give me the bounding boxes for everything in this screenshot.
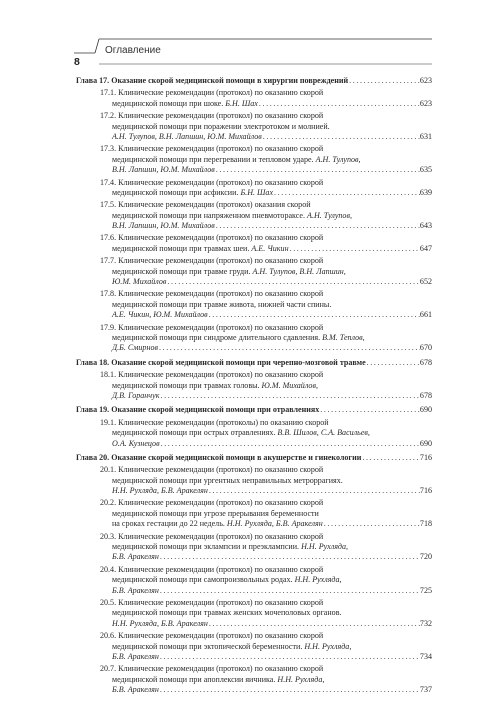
toc-line-text xyxy=(112,439,160,449)
toc-line xyxy=(76,519,432,529)
toc-author: А.Е. Чикин, Ю.М. Михайлов xyxy=(112,310,208,320)
toc-author: Б.В. Аракелян xyxy=(112,585,159,595)
toc-title-text: медицинской помощи при эктопической беременности. xyxy=(112,641,305,651)
toc-author: А.Н. Тулупов, В.Н. Лапшин, Ю.М. Михайлов xyxy=(112,131,262,141)
toc-chapter[interactable] xyxy=(76,76,432,86)
toc-line xyxy=(76,211,432,221)
toc-line xyxy=(76,289,432,299)
toc-line xyxy=(76,165,432,175)
leader-dots xyxy=(160,439,420,449)
toc-line xyxy=(76,586,432,596)
toc-section[interactable] xyxy=(76,144,432,175)
toc-line-text xyxy=(100,88,323,98)
toc-page-number[interactable]: 670 xyxy=(419,343,432,353)
toc-line-text xyxy=(100,256,323,266)
toc-line-text xyxy=(112,428,370,438)
toc-author: Н.Н. Рухляда, Б.В. Аракелян xyxy=(112,618,208,628)
toc-section[interactable] xyxy=(76,498,432,529)
toc-line xyxy=(76,358,432,368)
toc-line xyxy=(76,439,432,449)
toc-line xyxy=(76,233,432,243)
toc-title-text: медицинской помощи при травмах шеи. xyxy=(112,243,252,253)
toc-line-text xyxy=(112,552,159,562)
toc-line-text xyxy=(112,476,343,486)
toc-line xyxy=(76,333,432,343)
toc-line xyxy=(76,642,432,652)
toc-line xyxy=(76,200,432,210)
toc-line-text xyxy=(112,608,342,618)
toc-title-text: 17.4. Клинические рекомендации (протокол) по оказанию скорой xyxy=(100,177,324,187)
toc-page-number[interactable]: 734 xyxy=(419,651,432,661)
toc-line xyxy=(76,381,432,391)
toc-author: А.Н. Тулупов, xyxy=(307,210,352,220)
toc-line xyxy=(76,267,432,277)
toc-line xyxy=(76,652,432,662)
toc-line-text xyxy=(100,664,323,674)
toc-line-text xyxy=(76,453,361,463)
leader-dots xyxy=(289,244,420,254)
header-rule xyxy=(0,0,500,80)
toc-line xyxy=(76,509,432,519)
leader-dots xyxy=(208,619,420,629)
toc-title-text: медицинской помощи при синдроме длительного сдавления. xyxy=(112,332,323,342)
toc-line-text xyxy=(112,575,342,585)
toc-line xyxy=(76,178,432,188)
toc-author: В.В. Шилов, С.А. Васильев, xyxy=(277,428,370,438)
toc-title-text: 17.9. Клинические рекомендации (протокол) по оказанию скорой xyxy=(100,322,324,332)
toc-line-text xyxy=(112,675,324,685)
toc-section[interactable] xyxy=(76,565,432,596)
toc-author: Д.Б. Смирнов xyxy=(112,343,158,353)
toc-page-number[interactable]: 732 xyxy=(419,618,432,628)
leader-dots xyxy=(159,685,420,695)
toc-page-number[interactable]: 678 xyxy=(419,357,432,367)
toc-section[interactable] xyxy=(76,465,432,496)
toc-line xyxy=(76,88,432,98)
toc-line-text xyxy=(112,267,346,277)
toc-author: Ю.М. Михайлов xyxy=(112,277,167,287)
toc-line xyxy=(76,608,432,618)
toc-line-text xyxy=(112,132,262,142)
toc-title-text: медицинской помощи при травме груди. xyxy=(112,266,253,276)
toc-title-text: 17.8. Клинические рекомендации (протокол) по оказанию скорой xyxy=(100,289,324,299)
toc-line-text xyxy=(100,418,329,428)
toc-line-text xyxy=(100,289,323,299)
toc-section[interactable] xyxy=(76,532,432,563)
toc-title-text: медицинской помощи при острых отравлениях. xyxy=(112,428,278,438)
toc-title-text: Глава 20. Оказание скорой медицинской помощи в акушерстве и гинекологии xyxy=(76,452,362,462)
toc-author: Н.Н. Рухляда, xyxy=(277,674,325,684)
leader-dots xyxy=(262,132,420,142)
toc-line-text xyxy=(100,532,323,542)
toc-section[interactable] xyxy=(76,200,432,231)
toc-line-text xyxy=(112,211,352,221)
toc-author: А.Н. Тулупов, В.Н. Лапшин, xyxy=(252,266,346,276)
toc-title-text: медицинской помощи при самопроизвольных родах. xyxy=(112,575,295,585)
toc-title-text: 17.3. Клинические рекомендации (протокол) по оказанию скорой xyxy=(100,144,324,154)
toc-chapter[interactable] xyxy=(76,453,432,463)
toc-page-number[interactable]: 639 xyxy=(419,187,432,197)
leader-dots xyxy=(208,310,420,320)
toc-line-text xyxy=(100,370,323,380)
toc-title-text: 19.1. Клинические рекомендации (протоколы) по оказанию скорой xyxy=(100,417,329,427)
toc-title-text: 20.2. Клинические рекомендации (протокол) по оказанию скорой xyxy=(100,498,324,508)
toc-line xyxy=(76,221,432,231)
toc-line xyxy=(76,476,432,486)
toc-page-number[interactable]: 716 xyxy=(419,486,432,496)
toc-page-number[interactable]: 631 xyxy=(419,131,432,141)
toc-section[interactable] xyxy=(76,598,432,629)
toc-title-text: 20.4. Клинические рекомендации (протокол) по оказанию скорой xyxy=(100,564,324,574)
toc-title-text: медицинской помощи при ургентных неправильных метроррагиях. xyxy=(112,475,343,485)
toc-section[interactable] xyxy=(76,664,432,695)
toc-line-text xyxy=(112,381,318,391)
toc-line xyxy=(76,532,432,542)
toc-line-text xyxy=(112,685,159,695)
toc-line-text xyxy=(100,144,323,154)
toc-title-text: медицинской помощи при перегревании и тепловом ударе. xyxy=(112,154,316,164)
toc-line xyxy=(76,277,432,287)
toc-page-number[interactable]: 690 xyxy=(419,405,432,415)
toc-title-text: 20.5. Клинические рекомендации (протокол) по оказанию скорой xyxy=(100,597,324,607)
toc-title-text: на сроках гестации до 22 недель. xyxy=(112,519,227,529)
toc-line-text xyxy=(112,652,159,662)
toc-line xyxy=(76,144,432,154)
toc-line xyxy=(76,155,432,165)
toc-author: В.М. Теплов, xyxy=(322,332,365,342)
toc-title-text: медицинской помощи при напряженном пневмотораксе. xyxy=(112,210,308,220)
toc-line-text xyxy=(76,76,348,86)
toc-author: А.Е. Чикин xyxy=(251,243,289,253)
toc-title-text: 20.3. Клинические рекомендации (протокол) по оказанию скорой xyxy=(100,531,324,541)
toc-page-number[interactable]: 647 xyxy=(419,243,432,253)
toc-section[interactable] xyxy=(76,323,432,354)
toc-line xyxy=(76,631,432,641)
leader-dots xyxy=(159,552,420,562)
toc-section[interactable] xyxy=(76,631,432,662)
toc-author: Н.Н. Рухляда, Б.В. Аракелян xyxy=(226,519,323,529)
toc-author: В.Н. Лапшин, Ю.М. Михайлов xyxy=(112,165,215,175)
toc-line xyxy=(76,256,432,266)
toc-line-text xyxy=(112,310,208,320)
toc-page-number[interactable]: 725 xyxy=(419,585,432,595)
toc-page-number[interactable]: 652 xyxy=(419,277,432,287)
toc-title-text: медицинской помощи при травмах головы. xyxy=(112,380,262,390)
table-of-contents xyxy=(76,76,432,695)
toc-line xyxy=(76,575,432,585)
toc-line xyxy=(76,428,432,438)
toc-line-text xyxy=(112,619,208,629)
toc-title-text: Глава 17. Оказание скорой медицинской помощи в хирургии повреждений xyxy=(76,76,349,85)
toc-author: Н.Н. Рухляда, xyxy=(304,641,352,651)
leader-dots xyxy=(159,586,420,596)
toc-author: Ю.М. Михайлов, xyxy=(261,380,318,390)
toc-line-text xyxy=(112,586,159,596)
leader-dots xyxy=(273,188,420,198)
toc-line-text xyxy=(112,343,158,353)
toc-line-text xyxy=(112,642,351,652)
toc-title-text: 17.2. Клинические рекомендации (протокол) по оказанию скорой xyxy=(100,111,324,121)
leader-dots xyxy=(208,486,420,496)
toc-line xyxy=(76,685,432,695)
toc-line xyxy=(76,300,432,310)
toc-title-text: медицинской помощи при травме живота, нижней части спины. xyxy=(112,299,332,309)
toc-title-text: 20.6. Клинические рекомендации (протокол) по оказанию скорой xyxy=(100,631,324,641)
toc-line xyxy=(76,132,432,142)
running-header: Оглавление xyxy=(105,45,161,56)
toc-line xyxy=(76,486,432,496)
toc-title-text: 17.7. Клинические рекомендации (протокол) по оказанию скорой xyxy=(100,256,324,266)
toc-page-number[interactable]: 643 xyxy=(419,221,432,231)
toc-line-text xyxy=(112,221,215,231)
toc-line-text xyxy=(100,323,323,333)
leader-dots xyxy=(158,343,420,353)
toc-page-number[interactable]: 623 xyxy=(419,98,432,108)
toc-author: А.Н. Тулупов, xyxy=(315,154,361,164)
toc-line-text xyxy=(112,155,361,165)
toc-author: Н.Н. Рухляда, xyxy=(301,542,349,552)
toc-line-text xyxy=(76,405,319,415)
toc-line xyxy=(76,453,432,463)
toc-line xyxy=(76,418,432,428)
toc-line-text xyxy=(100,200,311,210)
toc-line-text xyxy=(100,598,323,608)
page-number: 8 xyxy=(74,56,80,68)
toc-author: Н.Н. Рухляда, xyxy=(294,575,342,585)
toc-author: Б.Н. Шах xyxy=(240,187,274,197)
toc-author: Д.В. Горанчук xyxy=(112,390,160,400)
toc-line-text xyxy=(100,465,323,475)
toc-line-text xyxy=(112,486,208,496)
toc-line-text xyxy=(112,165,215,175)
leader-dots xyxy=(319,405,420,415)
toc-section[interactable] xyxy=(76,178,432,199)
toc-line xyxy=(76,244,432,254)
toc-title-text: медицинской помощи при эклампсии и преэклампсии. xyxy=(112,542,302,552)
toc-line xyxy=(76,565,432,575)
toc-line xyxy=(76,675,432,685)
toc-line-text xyxy=(112,277,166,287)
toc-page-number[interactable]: 635 xyxy=(419,165,432,175)
toc-author: В.Н. Лапшин, Ю.М. Михайлов xyxy=(112,221,215,231)
toc-title-text: Глава 18. Оказание скорой медицинской помощи при черепно-мозговой травме xyxy=(76,357,366,367)
toc-line-text xyxy=(112,519,323,529)
toc-page-number[interactable]: 718 xyxy=(419,519,432,529)
toc-line-text xyxy=(112,122,330,132)
toc-title-text: Глава 19. Оказание скорой медицинской помощи при отравлениях xyxy=(76,405,320,415)
toc-page-number[interactable]: 716 xyxy=(419,452,432,462)
toc-line-text xyxy=(100,111,323,121)
leader-dots xyxy=(159,652,420,662)
toc-line xyxy=(76,323,432,333)
toc-page-number[interactable]: 690 xyxy=(419,438,432,448)
toc-title-text: 18.1. Клинические рекомендации (протокол) по оказанию скорой xyxy=(100,370,324,380)
toc-line-text xyxy=(112,391,159,401)
toc-line-text xyxy=(100,498,323,508)
toc-title-text: 17.5. Клинические рекомендации (протокол) оказания скорой xyxy=(100,200,311,210)
toc-line-text xyxy=(112,542,348,552)
toc-author: О.А. Кузнецов xyxy=(112,438,160,448)
toc-line xyxy=(76,310,432,320)
toc-line-text xyxy=(100,178,323,188)
leader-dots xyxy=(323,519,420,529)
toc-author: Б.Н. Шах xyxy=(225,98,258,108)
toc-title-text: 17.1. Клинические рекомендации (протокол) по оказанию скорой xyxy=(100,88,324,98)
toc-line xyxy=(76,664,432,674)
toc-line xyxy=(76,188,432,198)
toc-page-number[interactable]: 720 xyxy=(419,552,432,562)
toc-line xyxy=(76,598,432,608)
toc-section[interactable] xyxy=(76,370,432,401)
toc-page-number[interactable]: 661 xyxy=(419,310,432,320)
toc-title-text: медицинской помощи при асфиксии. xyxy=(112,187,241,197)
toc-line-text xyxy=(112,509,319,519)
toc-author: Б.В. Аракелян xyxy=(112,552,159,562)
toc-section[interactable] xyxy=(76,233,432,254)
toc-chapter[interactable] xyxy=(76,405,432,415)
leader-dots xyxy=(258,99,420,109)
toc-line xyxy=(76,619,432,629)
toc-title-text: медицинской помощи при апоплексии яичника. xyxy=(112,674,278,684)
toc-line-text xyxy=(76,358,366,368)
toc-line xyxy=(76,498,432,508)
toc-line xyxy=(76,99,432,109)
toc-title-text: медицинской помощи при травмах женских мочеполовых органов. xyxy=(112,608,342,618)
toc-line xyxy=(76,391,432,401)
toc-section[interactable] xyxy=(76,88,432,109)
toc-line xyxy=(76,542,432,552)
leader-dots xyxy=(215,221,420,231)
toc-section[interactable] xyxy=(76,418,432,449)
toc-line-text xyxy=(112,300,331,310)
toc-section[interactable] xyxy=(76,256,432,287)
toc-line-text xyxy=(100,565,323,575)
toc-line-text xyxy=(112,188,273,198)
toc-line xyxy=(76,405,432,415)
toc-line xyxy=(76,343,432,353)
leader-dots xyxy=(366,358,420,368)
toc-line-text xyxy=(112,333,365,343)
leader-dots xyxy=(159,391,419,401)
toc-author: Н.Н. Рухляда, Б.В. Аракелян xyxy=(112,486,208,496)
toc-line-text xyxy=(112,244,289,254)
toc-title-text: медицинской помощи при поражении электротоком и молнией. xyxy=(112,121,330,131)
leader-dots xyxy=(361,453,420,463)
toc-line-text xyxy=(100,631,323,641)
toc-line xyxy=(76,370,432,380)
toc-section[interactable] xyxy=(76,111,432,142)
toc-line-text xyxy=(112,99,258,109)
toc-line xyxy=(76,552,432,562)
toc-author: Б.В. Аракелян xyxy=(112,685,159,695)
toc-title-text: медицинской помощи при шоке. xyxy=(112,98,226,108)
toc-chapter[interactable] xyxy=(76,358,432,368)
toc-title-text: 20.7. Клинические рекомендации (протокол) по оказанию скорой xyxy=(100,664,324,674)
leader-dots xyxy=(215,165,420,175)
toc-title-text: медицинской помощи при угрозе прерывания беременности xyxy=(112,508,319,518)
toc-page-number[interactable]: 623 xyxy=(419,76,432,85)
toc-line xyxy=(76,122,432,132)
toc-line xyxy=(76,111,432,121)
toc-line xyxy=(76,465,432,475)
toc-line xyxy=(76,76,432,86)
leader-dots xyxy=(348,76,420,86)
toc-section[interactable] xyxy=(76,289,432,320)
toc-author: Б.В. Аракелян xyxy=(112,651,159,661)
toc-title-text: 17.6. Клинические рекомендации (протокол) по оказанию скорой xyxy=(100,233,324,243)
toc-line-text xyxy=(100,233,323,243)
toc-page-number[interactable]: 678 xyxy=(419,390,432,400)
toc-title-text: 20.1. Клинические рекомендации (протокол) по оказанию скорой xyxy=(100,465,324,475)
leader-dots xyxy=(166,277,420,287)
toc-page-number[interactable]: 737 xyxy=(419,685,432,695)
